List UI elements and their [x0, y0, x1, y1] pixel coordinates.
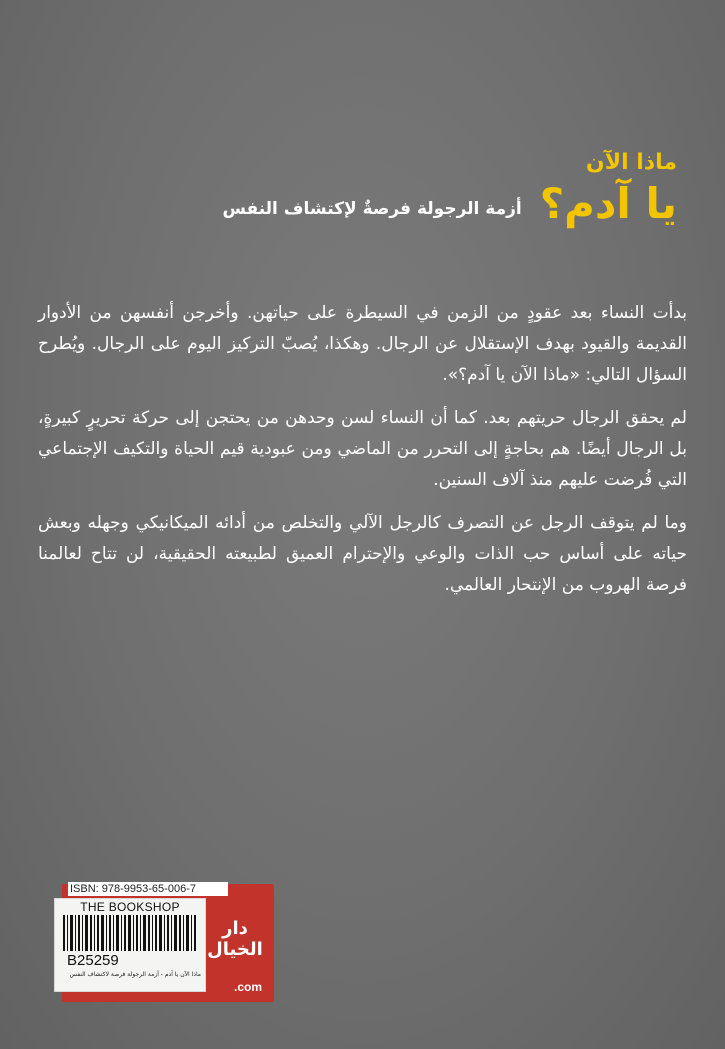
book-subtitle: أزمة الرجولة فرصةٌ لإكتشاف النفس [222, 199, 522, 219]
blurb-paragraph-2: لم يحقق الرجال حريتهم بعد. كما أن النساء لسن وحدهن من يحتجن إلى حركة تحريرٍ كبيرةٍ، بل الرجال أيضًا. هم بحاجةٍ إلى التحرر من الماضي ومن عبودية قيم الحياة والتكيف الإجتماعي التي فُرضت عليهم منذ آلاف السنين. [38, 408, 687, 490]
barcode-area [62, 884, 274, 1002]
publisher-url: .com [233, 980, 262, 994]
stock-code: B25259 [67, 952, 119, 969]
publisher-logo [206, 918, 264, 958]
isbn-text: ISBN: 978-9953-65-006-7 [70, 883, 196, 895]
bookshop-sticker [54, 898, 206, 992]
publisher-logo-text: دار الخيال [207, 918, 263, 960]
book-title: يا آدم؟ [539, 179, 677, 228]
isbn-label [68, 882, 228, 896]
blurb-paragraph-3: وما لم يتوقف الرجل عن التصرف كالرجل الآلي والتخلص من أدائه الميكانيكي وجهله وبعش حياته على أساس حب الذات والوعي والإحترام العميق لطبيعته الحقيقية، لن تتاح لعالمنا فرصة الهروب من الإنتحار العالمي. [38, 513, 687, 595]
blurb-text [38, 298, 687, 613]
title-row [217, 180, 677, 228]
barcode [63, 915, 197, 951]
title-block [217, 150, 677, 228]
sticker-book-title: ماذا الآن يا آدم - أزمة الرجولة فرصة لاكتشاف النفس [69, 971, 201, 978]
title-supertitle: ماذا الآن [585, 150, 677, 175]
bookshop-name: THE BOOKSHOP [80, 900, 180, 914]
blurb-paragraph-1: بدأت النساء بعد عقودٍ من الزمن في السيطرة على حياتهن. وأخرجن أنفسهن من الأدوار القديمة والقيود بهدف الإستقلال عن الرجال. وهكذا، يُصبّ التركيز اليوم على الرجال. ويُطرح السؤال التالي: «ماذا الآن يا آدم؟». [38, 303, 687, 385]
